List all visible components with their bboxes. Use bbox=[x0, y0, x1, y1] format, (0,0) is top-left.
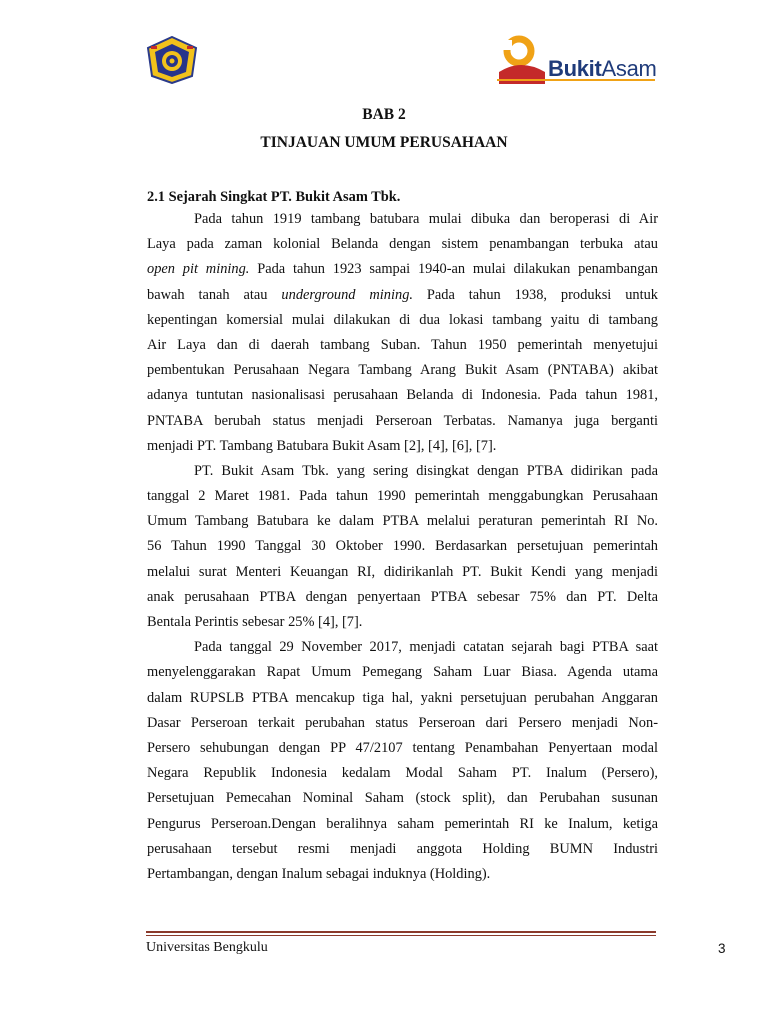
text-line: anak perusahaan PTBA dengan penyertaan PTBA sebesar 75% dan PT. Delta bbox=[147, 588, 658, 605]
footer-divider-thick bbox=[146, 931, 656, 933]
text-line: adanya tuntutan nasionalisasi perusahaan Belanda di Indonesia. Pada tahun 1981, bbox=[147, 387, 658, 404]
text-line: Air Laya dan di daerah tambang Suban. Tahun 1950 pemerintah menyetujui bbox=[147, 336, 658, 353]
chapter-number: BAB 2 bbox=[362, 106, 406, 123]
text-segment: Pada tahun 1938, produksi untuk bbox=[412, 286, 658, 303]
footer-institution: Universitas Bengkulu bbox=[146, 940, 268, 955]
text-line: Pada tahun 1919 tambang batubara mulai dibuka dan beroperasi di Air bbox=[194, 211, 658, 227]
italic-term: underground mining. bbox=[281, 286, 413, 303]
italic-term: open pit mining. bbox=[147, 261, 250, 278]
text-line: kepentingan komersial mulai dilakukan di dua lokasi tambang yaitu di tambang bbox=[147, 311, 658, 328]
text-line: Bentala Perintis sebesar 25% [4], [7]. bbox=[147, 614, 363, 630]
brand-wordmark bbox=[548, 56, 657, 82]
text-line: Persetujuan Pemecahan Nominal Saham (stock split), dan Perubahan susunan bbox=[147, 790, 658, 807]
text-line bbox=[147, 283, 658, 308]
chapter-title: TINJAUAN UMUM PERUSAHAAN bbox=[260, 134, 508, 151]
footer-divider-thin bbox=[146, 935, 656, 936]
text-segment: Pada tahun 1923 sampai 1940-an mulai dilakukan penambangan bbox=[249, 261, 658, 278]
university-shield-emblem-icon bbox=[146, 36, 198, 84]
body-text bbox=[147, 207, 658, 887]
text-line: Pada tanggal 29 November 2017, menjadi catatan sejarah bagi PTBA saat bbox=[194, 639, 658, 656]
text-line: tanggal 2 Maret 1981. Pada tahun 1990 pemerintah menggabungkan Perusahaan bbox=[147, 488, 658, 505]
text-line: dalam RUPSLB PTBA mencakup tiga hal, yakni persetujuan perubahan Anggaran bbox=[147, 689, 658, 706]
text-line: Negara Republik Indonesia kedalam Modal Saham PT. Inalum (Persero), bbox=[147, 765, 658, 782]
page-number: 3 bbox=[718, 941, 726, 956]
brand-word-asam: Asam bbox=[601, 56, 657, 81]
text-line: melalui surat Menteri Keuangan RI, didirikanlah PT. Bukit Kendi yang menjadi bbox=[147, 563, 658, 580]
text-segment: bawah tanah atau bbox=[147, 286, 282, 303]
text-line: Umum Tambang Batubara ke dalam PTBA melalui peraturan pemerintah RI No. bbox=[147, 513, 658, 530]
text-line: PNTABA berubah status menjadi Perseroan Terbatas. Namanya juga berganti bbox=[147, 412, 658, 429]
text-line: pembentukan Perusahaan Negara Tambang Arang Bukit Asam (PNTABA) akibat bbox=[147, 362, 658, 379]
section-title: 2.1 Sejarah Singkat PT. Bukit Asam Tbk. bbox=[147, 189, 401, 205]
text-line: Laya pada zaman kolonial Belanda dengan sistem penambangan terbuka atau bbox=[147, 236, 658, 253]
text-line: Pengurus Perseroan.Dengan beralihnya saham pemerintah RI ke Inalum, ketiga bbox=[147, 815, 658, 832]
text-line: Pertambangan, dengan Inalum sebagai induknya (Holding). bbox=[147, 865, 491, 882]
brand-word-bukit: Bukit bbox=[548, 56, 602, 81]
text-line: menyelenggarakan Rapat Umum Pemegang Saham Luar Biasa. Agenda utama bbox=[147, 664, 658, 681]
text-line bbox=[147, 257, 658, 282]
text-line: Persero sehubungan dengan PP 47/2107 tentang Penambahan Penyertaan modal bbox=[147, 739, 658, 756]
text-line: perusahaan tersebut resmi menjadi anggota Holding BUMN Industri bbox=[147, 840, 658, 857]
text-line: Dasar Perseroan terkait perubahan status Perseroan dari Persero menjadi Non- bbox=[147, 714, 658, 731]
text-line: menjadi PT. Tambang Batubara Bukit Asam [2], [4], [6], [7]. bbox=[147, 437, 497, 454]
text-line: PT. Bukit Asam Tbk. yang sering disingkat dengan PTBA didirikan pada bbox=[194, 462, 658, 479]
text-line: 56 Tahun 1990 Tanggal 30 Oktober 1990. Berdasarkan persetujuan pemerintah bbox=[147, 538, 658, 555]
